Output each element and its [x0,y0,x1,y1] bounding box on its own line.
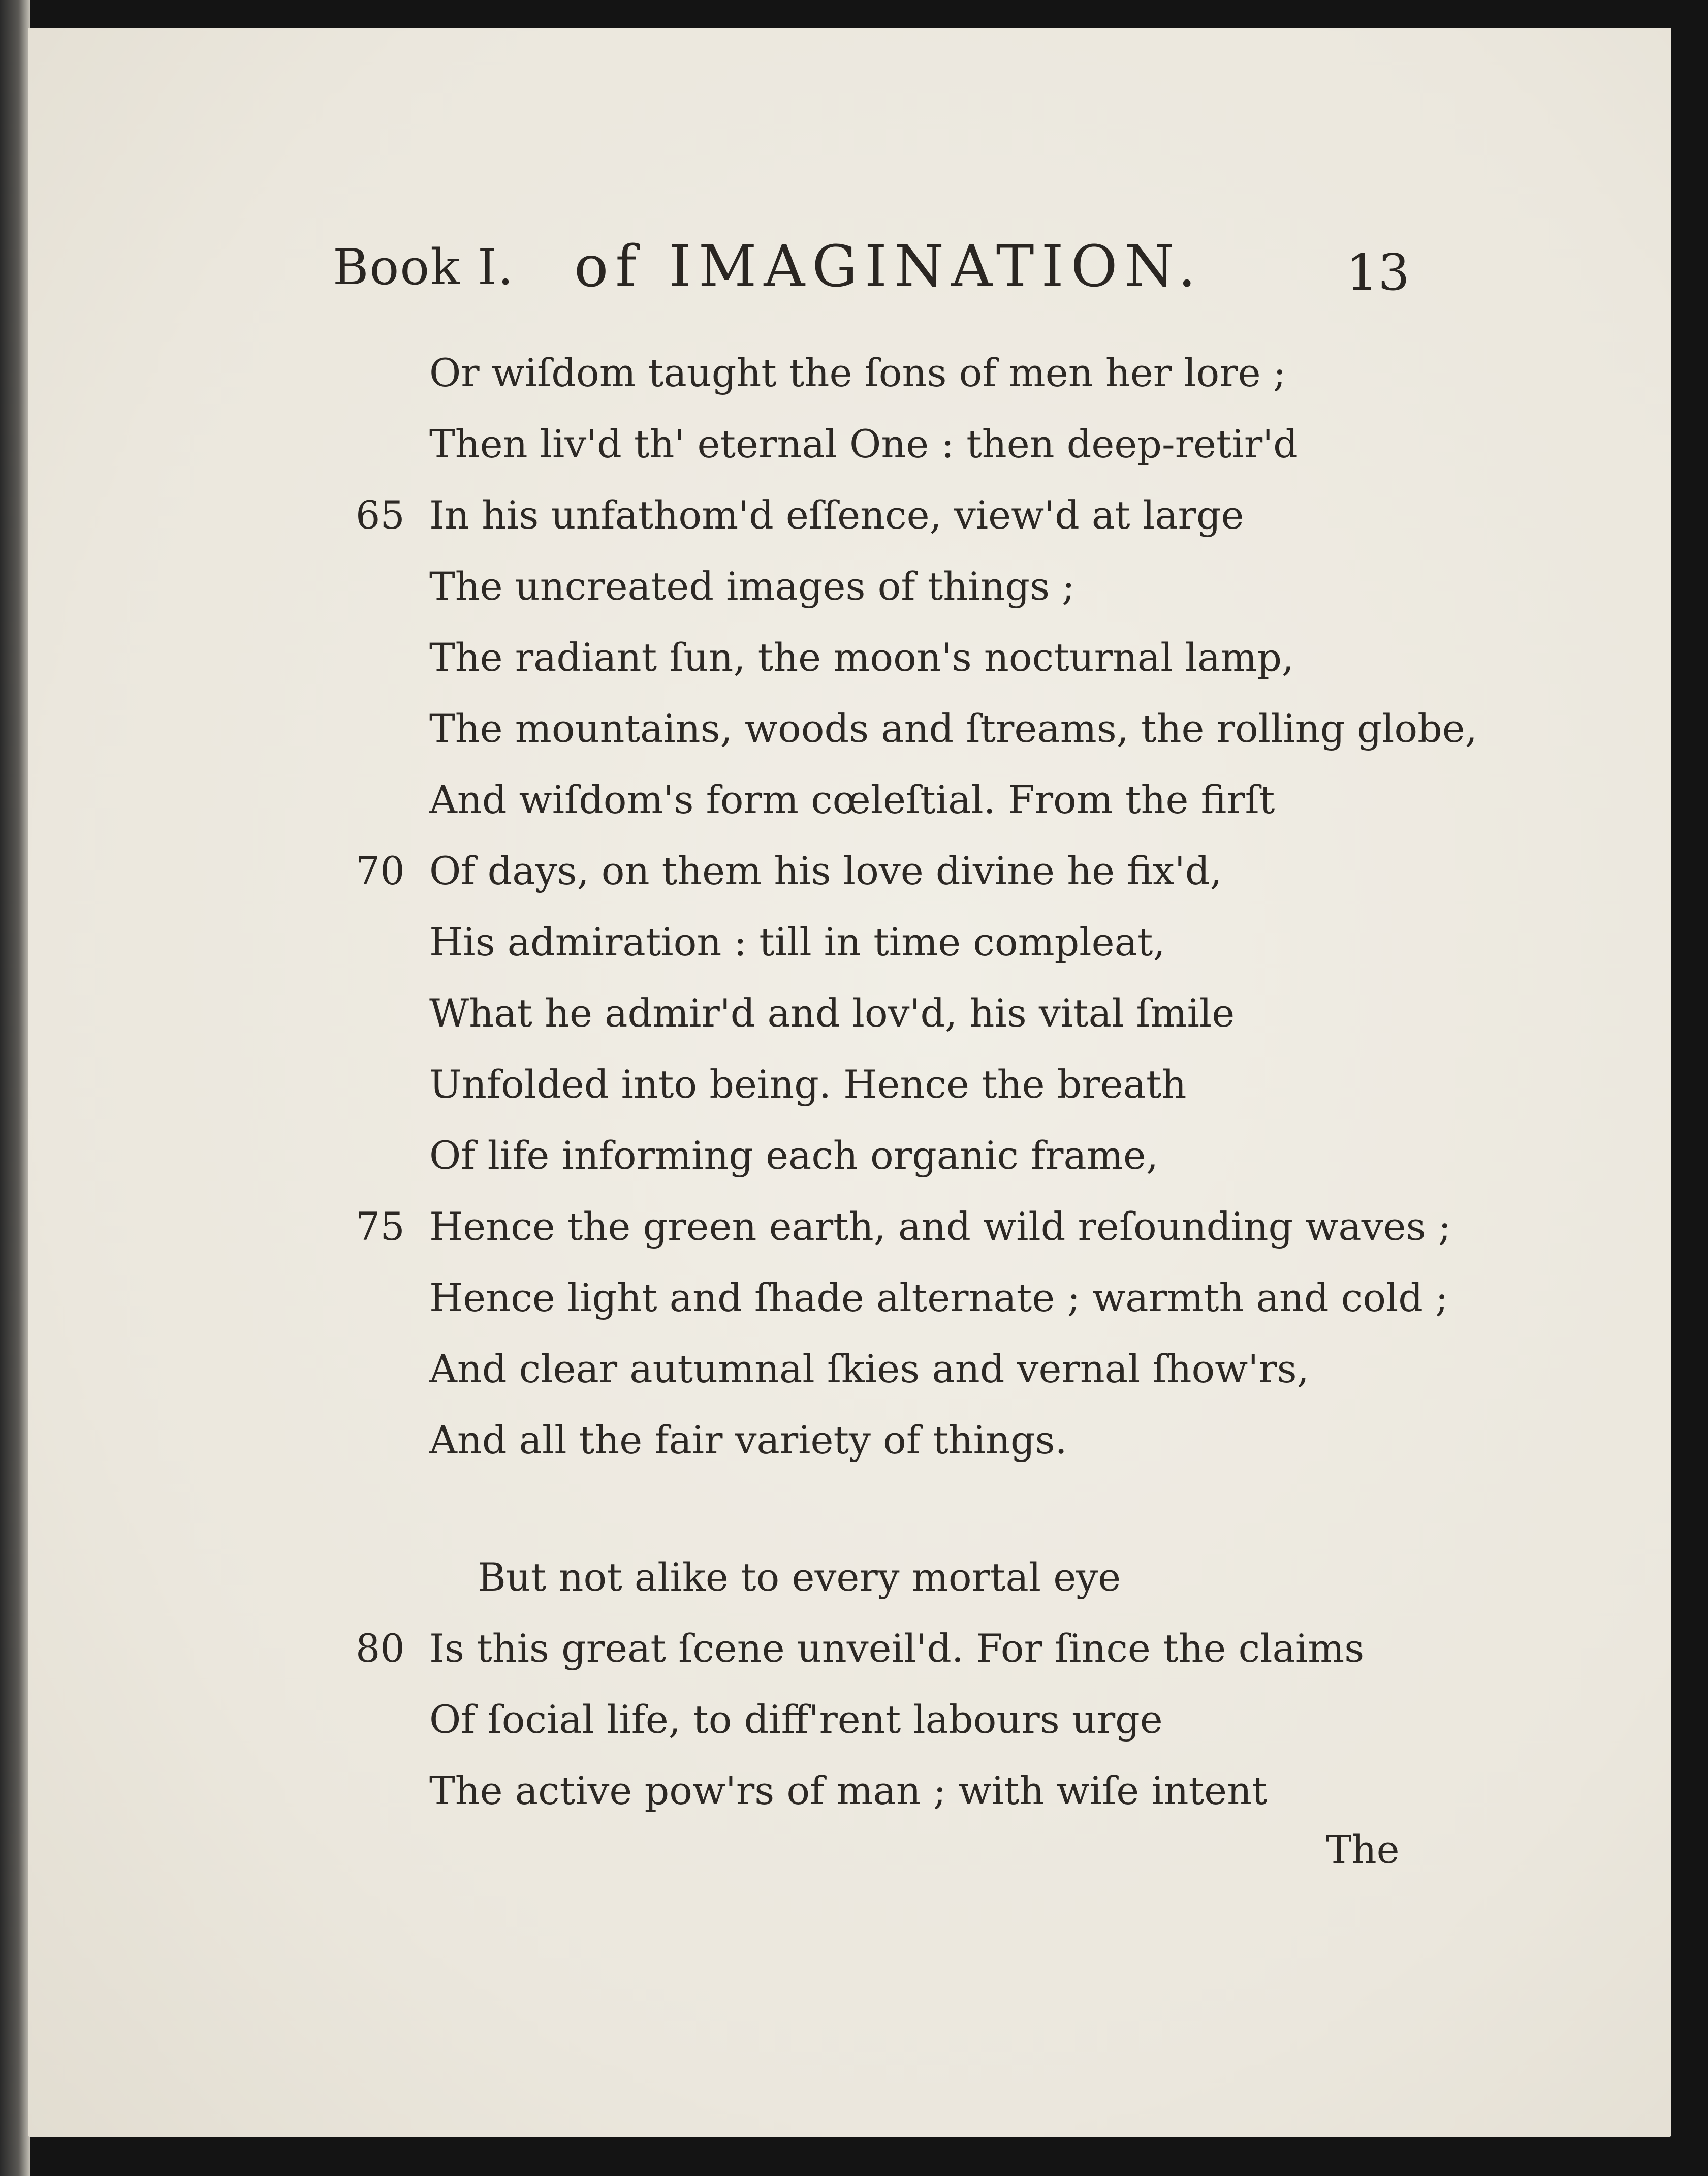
poem-line: The radiant ſun, the moon's nocturnal lamp, [429,635,1294,680]
poem-line: And all the fair variety of things. [429,1417,1067,1463]
poem-line: Of days, on them his love divine he fix'd, [429,848,1222,893]
line-number: 70 [356,848,405,893]
poem-line: His admiration : till in time compleat, [429,919,1165,965]
poem-line: Or wiſdom taught the ſons of men her lore ; [429,350,1286,395]
running-head-title: of IMAGINATION. [574,234,1203,300]
poem-line: And clear autumnal ſkies and vernal ſhow'rs, [429,1346,1309,1391]
poem-line: Unfolded into being. Hence the breath [429,1062,1187,1107]
catchword: The [1326,1827,1400,1872]
poem-line: Hence the green earth, and wild reſounding waves ; [429,1204,1451,1249]
poem-line: The active pow'rs of man ; with wiſe intent [429,1768,1268,1813]
poem-line: But not alike to every mortal eye [478,1555,1121,1600]
running-head-book: Book I. [333,239,515,296]
poem-line: Is this great ſcene unveil'd. For ſince the claims [429,1626,1365,1671]
poem-line: The uncreated images of things ; [429,564,1075,609]
line-number: 65 [356,492,405,538]
poem-line: Then liv'd th' eternal One : then deep-retir'd [429,421,1298,467]
poem-line: The mountains, woods and ſtreams, the rolling globe, [429,706,1477,751]
poem-line: In his unfathom'd eſſence, view'd at large [429,492,1244,538]
poem-line: Of life informing each organic frame, [429,1133,1159,1178]
page-number: 13 [1346,244,1410,302]
poem-line: Hence light and ſhade alternate ; warmth and cold ; [429,1275,1448,1320]
poem-line: Of ſocial life, to diff'rent labours urge [429,1697,1163,1742]
poem-line: What he admir'd and lov'd, his vital ſmile [429,990,1235,1036]
poem-line: And wiſdom's form cœleſtial. From the firſt [429,777,1275,822]
line-number: 80 [356,1626,405,1671]
line-number: 75 [356,1204,405,1249]
